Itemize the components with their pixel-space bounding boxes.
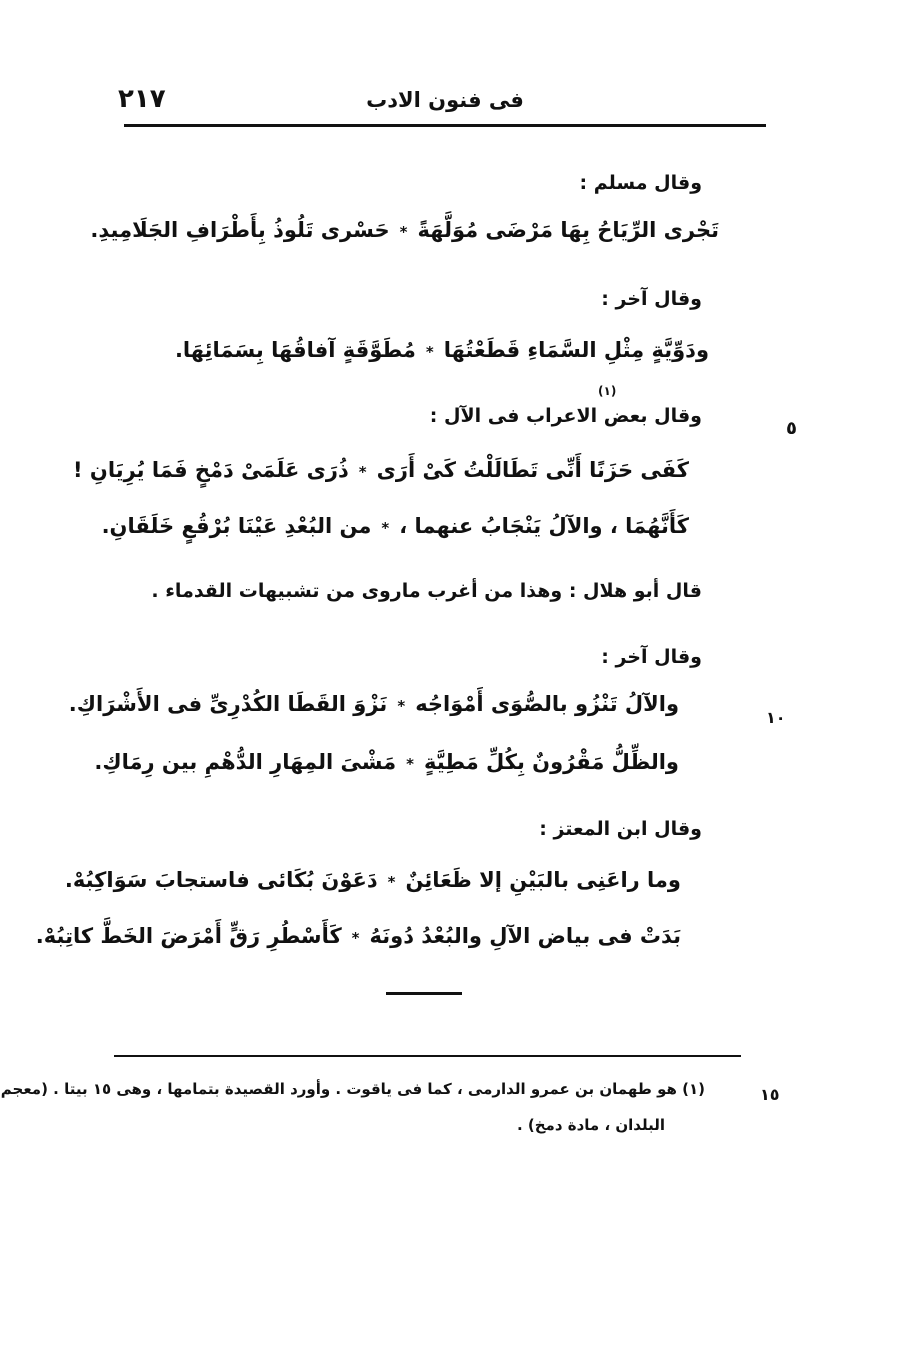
verse-separator: * (358, 463, 367, 481)
verse-line (102, 514, 689, 538)
verse-separator: * (351, 929, 360, 947)
verse-line (69, 692, 679, 716)
margin-line-number: ٥ (786, 418, 797, 439)
verse-separator: * (397, 697, 406, 715)
running-header-title: فى فنون الادب (366, 88, 524, 112)
verse-intro: وقال بعض الاعراب فى الآل : (429, 405, 702, 427)
verse-line (94, 750, 679, 774)
verse-hemistich: كَفَى حَزَنًا أَنِّى تَطَالَلْتُ كَىْ أَرَى (376, 458, 689, 482)
verse-intro: وقال آخر : (601, 646, 702, 668)
verse-hemistich: والظِّلُّ مَقْرُونٌ بِكُلِّ مَطِيَّةٍ (423, 750, 679, 774)
verse-hemistich: كَأَنَّهُمَا ، والآلُ يَنْجَابُ عنهما ، (399, 514, 689, 538)
verse-separator: * (381, 519, 390, 537)
verse-intro: وقال مسلم : (579, 172, 702, 194)
verse-hemistich: وما راعَنِى بالبَيْنِ إلا ظَعَائِنٌ (405, 868, 681, 892)
section-end-rule (386, 992, 462, 995)
margin-line-number: ١٠ (766, 708, 786, 727)
margin-line-number: ١٥ (760, 1085, 780, 1104)
verse-hemistich: ودَوِّيَّةٍ مِثْلِ السَّمَاءِ قَطَعْتُهَا (443, 338, 709, 362)
verse-line (36, 924, 681, 948)
verse-separator: * (425, 343, 434, 361)
verse-line (175, 338, 709, 362)
verse-hemistich: مُطَوَّقَةٍ آفاقُهَا بِسَمَائِهَا. (174, 338, 416, 362)
verse-hemistich: تَجْرى الرِّيَاحُ بِهَا مَرْضَى مُوَلَّهَةً (417, 218, 719, 242)
header-rule (124, 124, 766, 127)
verse-hemistich: والآلُ تَنْزُو بالصُّوَى أَمْوَاجُه (415, 692, 679, 716)
verse-hemistich: كَأَسْطُرِ رَقٍّ أَمْرَضَ الخَطَّ كاتِبُهْ. (35, 924, 342, 948)
verse-hemistich: حَسْرى تَلُوذُ بِأَطْرَافِ الجَلَامِيدِ. (90, 218, 390, 242)
verse-line (65, 868, 681, 892)
verse-line (90, 218, 719, 242)
verse-line (73, 458, 689, 482)
verse-separator: * (387, 873, 396, 891)
verse-hemistich: بَدَتْ فى بياض الآلِ والبُعْدُ دُونَهُ (369, 924, 681, 948)
footnote-reference: (١) (598, 384, 617, 398)
footnote-text: (١) هو طهمان بن عمرو الدارمى ، كما فى ياقوت . وأورد القصيدة بتمامها ، وهى ١٥ بيتا . (معجم (0, 1080, 705, 1098)
footnote-text: البلدان ، مادة دمخ) . (516, 1116, 665, 1134)
verse-hemistich: دَعَوْنَ بُكَائى فاستجابَ سَوَاكِبُهْ. (64, 868, 378, 892)
footnote-rule (114, 1055, 741, 1057)
prose-paragraph: قال أبو هلال : وهذا من أغرب ماروى من تشبيهات القدماء . (151, 580, 702, 602)
verse-intro: وقال آخر : (601, 288, 702, 310)
verse-intro: وقال ابن المعتز : (539, 818, 702, 840)
verse-hemistich: ذُرَى عَلَمَىْ دَمْخٍ فَمَا يُرِيَانِ ! (73, 458, 349, 482)
verse-hemistich: مَشْىَ المِهَارِ الدُّهْمِ بين رِمَاكِ. (94, 750, 397, 774)
verse-hemistich: من البُعْدِ عَيْنَا بُرْقُعٍ خَلَقَانِ. (101, 514, 372, 538)
page-number: ٢١٧ (118, 84, 166, 114)
verse-separator: * (406, 755, 414, 773)
verse-hemistich: نَزْوَ القَطَا الكُدْرِىِّ فى الأَشْرَاكِ. (68, 692, 388, 716)
verse-separator: * (399, 223, 408, 241)
